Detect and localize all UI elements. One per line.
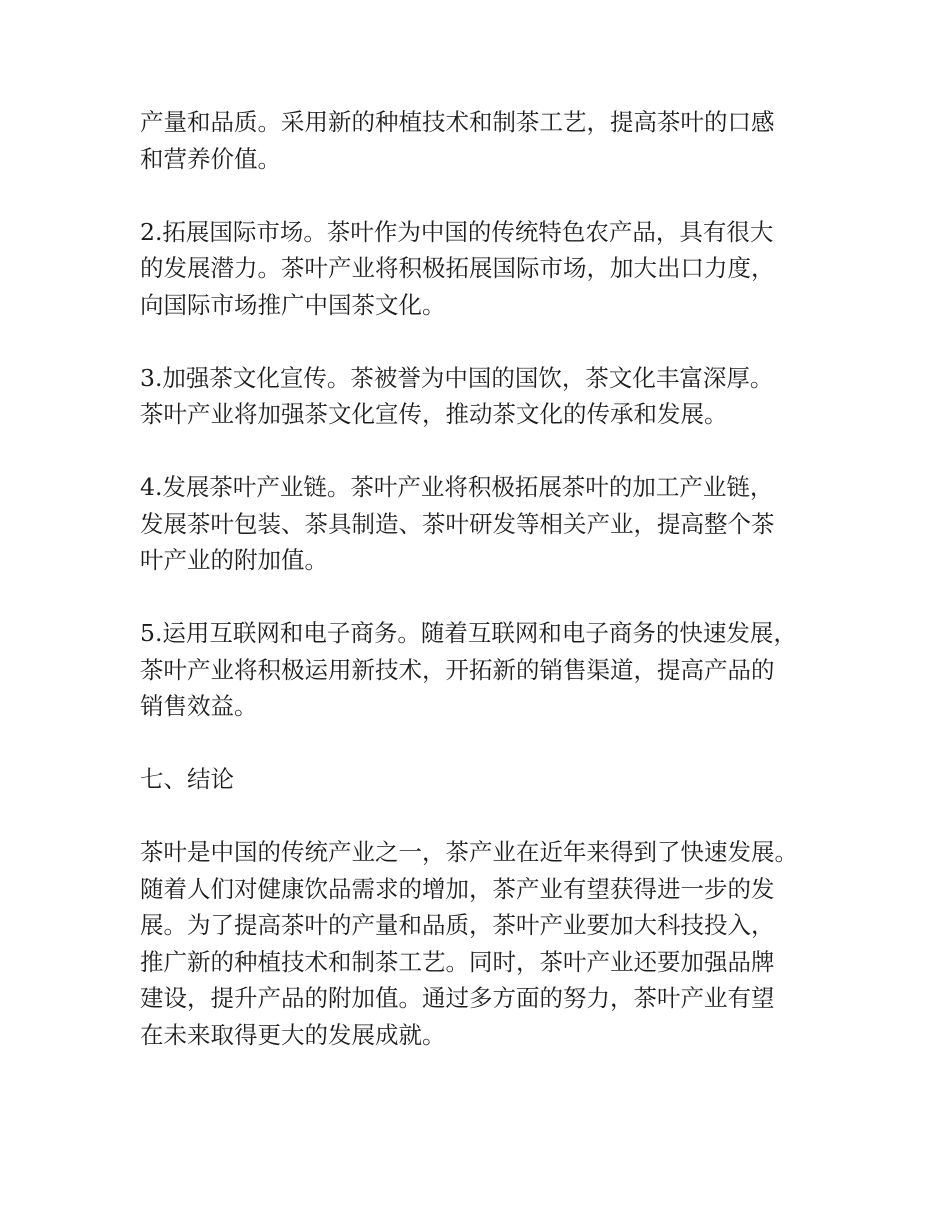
text-line: 茶叶产业将加强茶文化宣传，推动茶文化的传承和发展。 <box>140 400 728 428</box>
text-line: 3.加强茶文化宣传。茶被誉为中国的国饮，茶文化丰富深厚。 <box>140 363 774 392</box>
text-line: 建设，提升产品的附加值。通过多方面的努力，茶叶产业有望 <box>140 984 775 1012</box>
section-heading-conclusion <box>140 761 850 798</box>
text-line: 5.运用互联网和电子商务。随着互联网和电子商务的快速发展， <box>140 619 797 647</box>
section-heading: 七、结论 <box>140 765 234 793</box>
text-line: 的发展潜力。茶叶产业将积极拓展国际市场，加大出口力度， <box>140 254 775 282</box>
text-line: 产量和品质。采用新的种植技术和制茶工艺，提高茶叶的口感 <box>140 108 775 136</box>
paragraph-item-2 <box>140 214 850 324</box>
text-line: 和营养价值。 <box>140 144 281 173</box>
text-line: 发展茶叶包装、茶具制造、茶叶研发等相关产业，提高整个茶 <box>140 509 775 538</box>
text-line: 4.发展茶叶产业链。茶叶产业将积极拓展茶叶的加工产业链， <box>140 473 774 501</box>
text-line: 向国际市场推广中国茶文化。 <box>140 290 446 319</box>
text-line: 在未来取得更大的发展成就。 <box>140 1020 446 1049</box>
text-line: 茶叶产业将积极运用新技术，开拓新的销售渠道，提高产品的 <box>140 655 775 684</box>
paragraph-item-4 <box>140 469 850 579</box>
text-line: 2.拓展国际市场。茶叶作为中国的传统特色农产品，具有很大 <box>140 217 774 246</box>
text-line: 叶产业的附加值。 <box>140 546 328 574</box>
text-line: 展。为了提高茶叶的产量和品质，茶叶产业要加大科技投入， <box>140 911 775 939</box>
paragraph-continued-quality <box>140 104 850 177</box>
text-line: 推广新的种植技术和制茶工艺。同时，茶叶产业还要加强品牌 <box>140 947 775 976</box>
paragraph-conclusion <box>140 834 850 1053</box>
paragraph-item-3 <box>140 360 850 433</box>
text-line: 销售效益。 <box>140 692 258 720</box>
paragraph-item-5 <box>140 615 850 725</box>
text-line: 随着人们对健康饮品需求的增加，茶产业有望获得进一步的发 <box>140 874 775 903</box>
text-line: 茶叶是中国的传统产业之一，茶产业在近年来得到了快速发展。 <box>140 838 798 866</box>
